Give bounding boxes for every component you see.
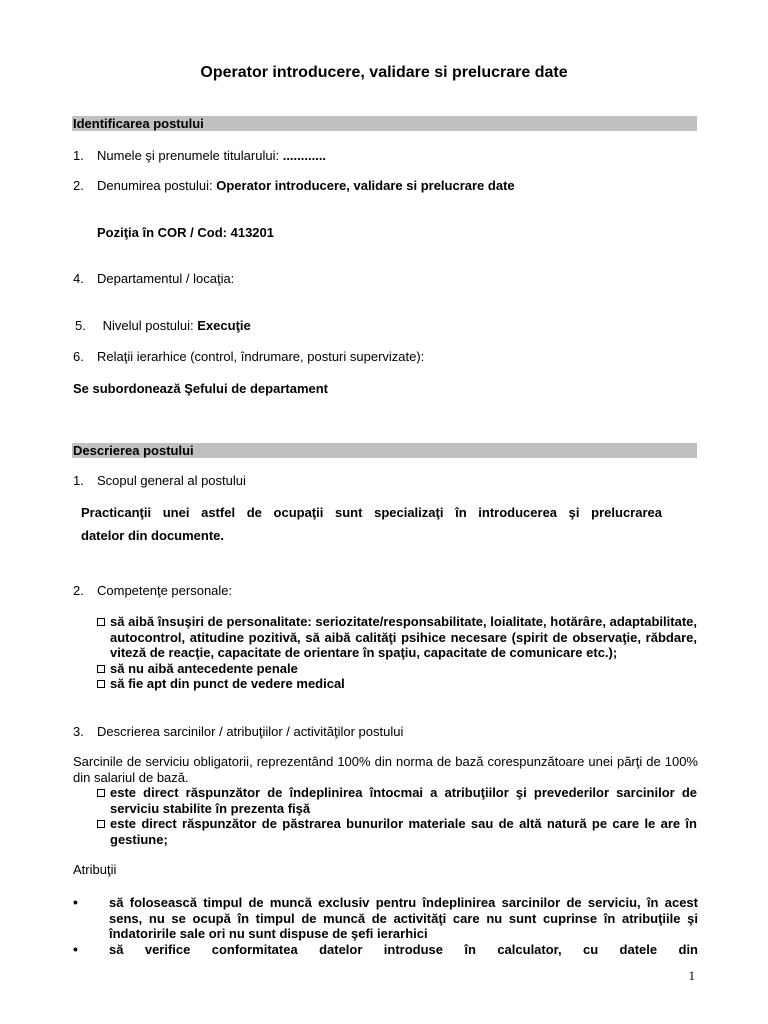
item-text: este direct răspunzător de îndeplinirea întocmai a atribuţiilor şi prevederilor sarcinilor de serviciu stabilite în prezenta fişă [110,785,697,816]
bullet-dot-icon: • [73,894,78,910]
list-item [97,785,697,816]
item-label: Scopul general al postului [97,473,246,488]
checkbox-bullet-icon [97,665,105,673]
sarcini-list [97,785,697,847]
checkbox-bullet-icon [97,820,105,828]
bullet-dot-icon: • [73,940,78,957]
item-text: să verifice conformitatea datelor introduse în calculator, cu datele din [109,941,698,957]
item-number: 4. [73,271,84,286]
cor-code: Poziţia în COR / Cod: 413201 [97,225,274,240]
list-item [73,271,234,286]
item-label: Denumirea postului: [97,178,217,193]
scop-text-line1: Practicanţii unei astfel de ocupaţii sunt specializaţi în introducerea şi prelucrarea [81,505,662,520]
list-item [97,614,697,661]
item-text: să fie apt din punct de vedere medical [110,676,345,691]
checkbox-bullet-icon [97,618,105,626]
section-heading-identificare [72,116,697,131]
list-item [73,148,326,163]
item-number: 2. [73,178,84,193]
page-number: 1 [688,968,695,983]
item-value: Operator introducere, validare si prelucrare date [216,178,515,193]
item-number: 5. [75,318,86,333]
item-number: 3. [73,724,84,739]
list-item [97,661,697,677]
page-title: Operator introducere, validare si prelucrare date [200,64,568,81]
list-item [75,318,251,333]
item-label: Descrierea sarcinilor / atribuţiilor / activităţilor postului [97,724,404,739]
item-number: 2. [73,583,84,598]
checkbox-bullet-icon [97,789,105,797]
scop-text-line2: datelor din documente. [81,528,225,543]
list-item [73,895,698,942]
list-item [97,676,697,692]
item-label: Numele şi prenumele titularului: [97,148,283,163]
list-item [73,178,515,193]
competente-list [97,614,697,692]
item-text: să nu aibă antecedente penale [110,660,298,676]
item-text: să aibă însuşiri de personalitate: seriozitate/responsabilitate, loialitate, hotărâre, adaptabilitate, autocontrol, atitudine pozitivă, să aibă calităţi psihice necesare (spirit de observaţie, răbdare, viteză de reacţie, capacitate de orientare în spaţiu, capacitate de comunicare etc.); [110,614,697,660]
list-item [73,583,232,598]
list-item [73,473,246,488]
list-item [73,349,424,364]
item-value: ............ [282,148,327,163]
item-label: Competenţe personale: [97,583,233,598]
section-heading-label: Descrierea postului [73,443,194,458]
section-heading-descriere [72,443,697,458]
subordonare-text: Se subordonează Şefului de departament [73,381,328,396]
list-item [73,942,698,958]
item-number: 1. [73,148,84,163]
item-text: să folosească timpul de muncă exclusiv pentru îndeplinirea sarcinilor de serviciu, în acest sens, nu se ocupă în timpul de muncă de activităţi care nu sunt cuprinse în atribuţiile şi îndatoririle sale ori nu sunt dispuse de şefi ierarhici [109,895,698,941]
list-item [73,724,403,739]
checkbox-bullet-icon [97,680,105,688]
atributii-list [73,895,698,957]
item-number: 1. [73,473,84,488]
item-number: 6. [73,349,84,364]
item-value: Execuţie [197,318,251,333]
item-label: Relaţii ierarhice (control, îndrumare, posturi supervizate): [97,349,425,364]
list-item [97,816,697,847]
section-heading-label: Identificarea postului [73,116,204,131]
item-text: este direct răspunzător de păstrarea bunurilor materiale sau de altă natură pe care le are în gestiune; [110,816,697,847]
sarcini-intro: Sarcinile de serviciu obligatorii, reprezentând 100% din norma de bază corespunzătoare unei părţi de 100% din salariul de bază. [73,754,698,785]
item-label: Departamentul / locaţia: [97,271,235,286]
atributii-label: Atribuţii [73,862,117,877]
item-label: Nivelul postului: [99,318,198,333]
